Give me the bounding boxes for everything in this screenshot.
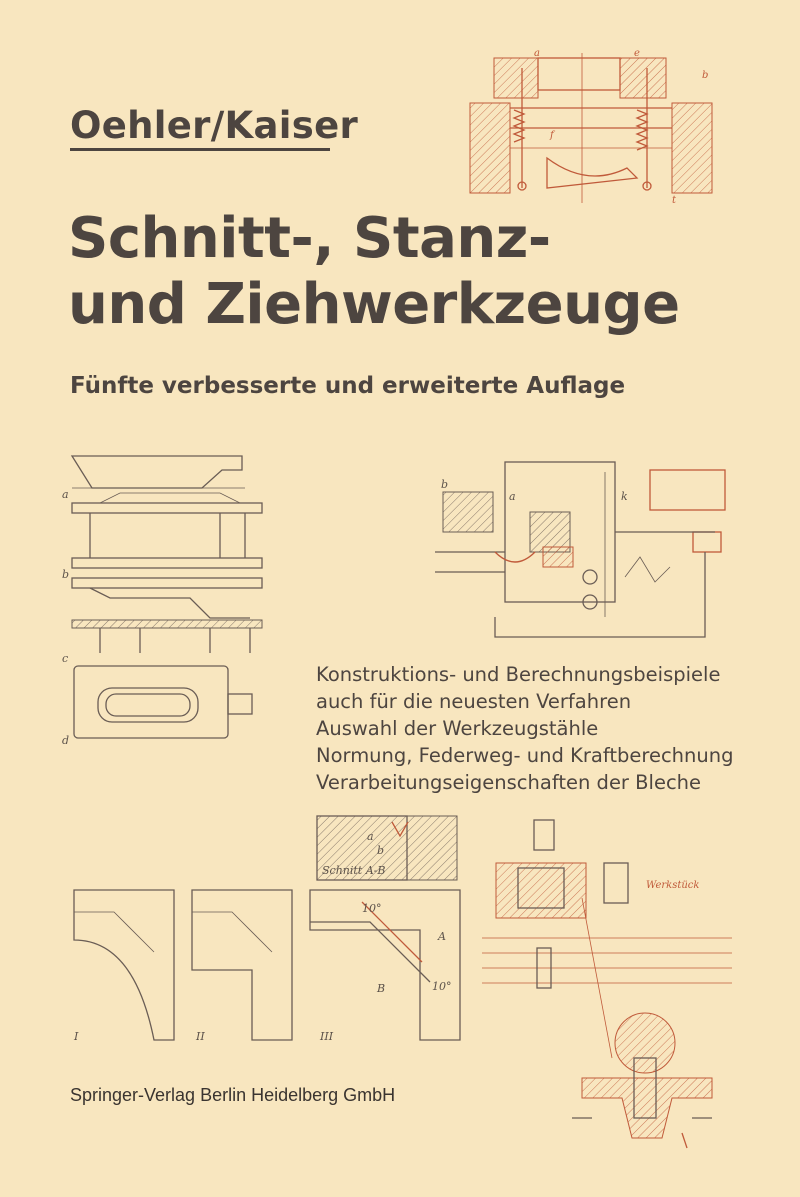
label-b: b — [62, 568, 70, 581]
feature-item: Auswahl der Werkzeugstähle — [316, 717, 599, 740]
mark-10deg-top: 10° — [362, 902, 382, 915]
label-II: II — [196, 1030, 205, 1043]
die-assembly-drawing — [60, 448, 290, 768]
mark-B: B — [377, 982, 386, 995]
mark-b: b — [377, 844, 385, 857]
section-label: Schnitt A-B — [322, 864, 386, 877]
label-a: a — [62, 488, 69, 501]
edition-subtitle: Fünfte verbesserte und erweiterte Auflage — [70, 373, 626, 399]
label-I: I — [74, 1030, 79, 1043]
workpiece-label: Werkstück — [646, 880, 700, 891]
author-underline — [70, 148, 330, 151]
svg-text:k: k — [621, 490, 628, 503]
feature-item: Normung, Federweg- und Kraftberechnung — [316, 744, 734, 767]
label-c: c — [62, 652, 69, 665]
label-d: d — [62, 734, 70, 747]
svg-text:t: t — [672, 195, 677, 206]
publisher: Springer-Verlag Berlin Heidelberg GmbH — [70, 1085, 396, 1105]
svg-text:b: b — [702, 70, 709, 81]
drawing-die-drawing — [482, 818, 732, 1148]
book-title — [68, 206, 680, 338]
title-line-1: Schnitt-, Stanz- — [68, 206, 551, 271]
svg-text:a: a — [534, 48, 540, 59]
feature-item: Verarbeitungseigenschaften der Bleche — [316, 771, 702, 794]
feature-item: Konstruktions- und Berechnungsbeispiele — [316, 663, 721, 686]
title-line-2: und Ziehwerkzeuge — [68, 272, 680, 337]
angle-joints-drawing — [62, 812, 462, 1052]
control-schematic-drawing — [435, 452, 735, 647]
feature-list — [316, 661, 734, 796]
svg-text:e: e — [634, 48, 640, 59]
authors: Oehler/Kaiser — [70, 104, 359, 147]
mark-a: a — [367, 830, 374, 843]
feature-item: auch für die neuesten Verfahren — [316, 690, 632, 713]
svg-text:f: f — [550, 130, 554, 141]
mark-A: A — [438, 930, 446, 943]
label-III: III — [320, 1030, 334, 1043]
svg-text:a: a — [509, 490, 516, 503]
mark-10deg-bottom: 10° — [432, 980, 452, 993]
press-tool-drawing — [462, 48, 722, 208]
svg-text:b: b — [441, 478, 449, 491]
